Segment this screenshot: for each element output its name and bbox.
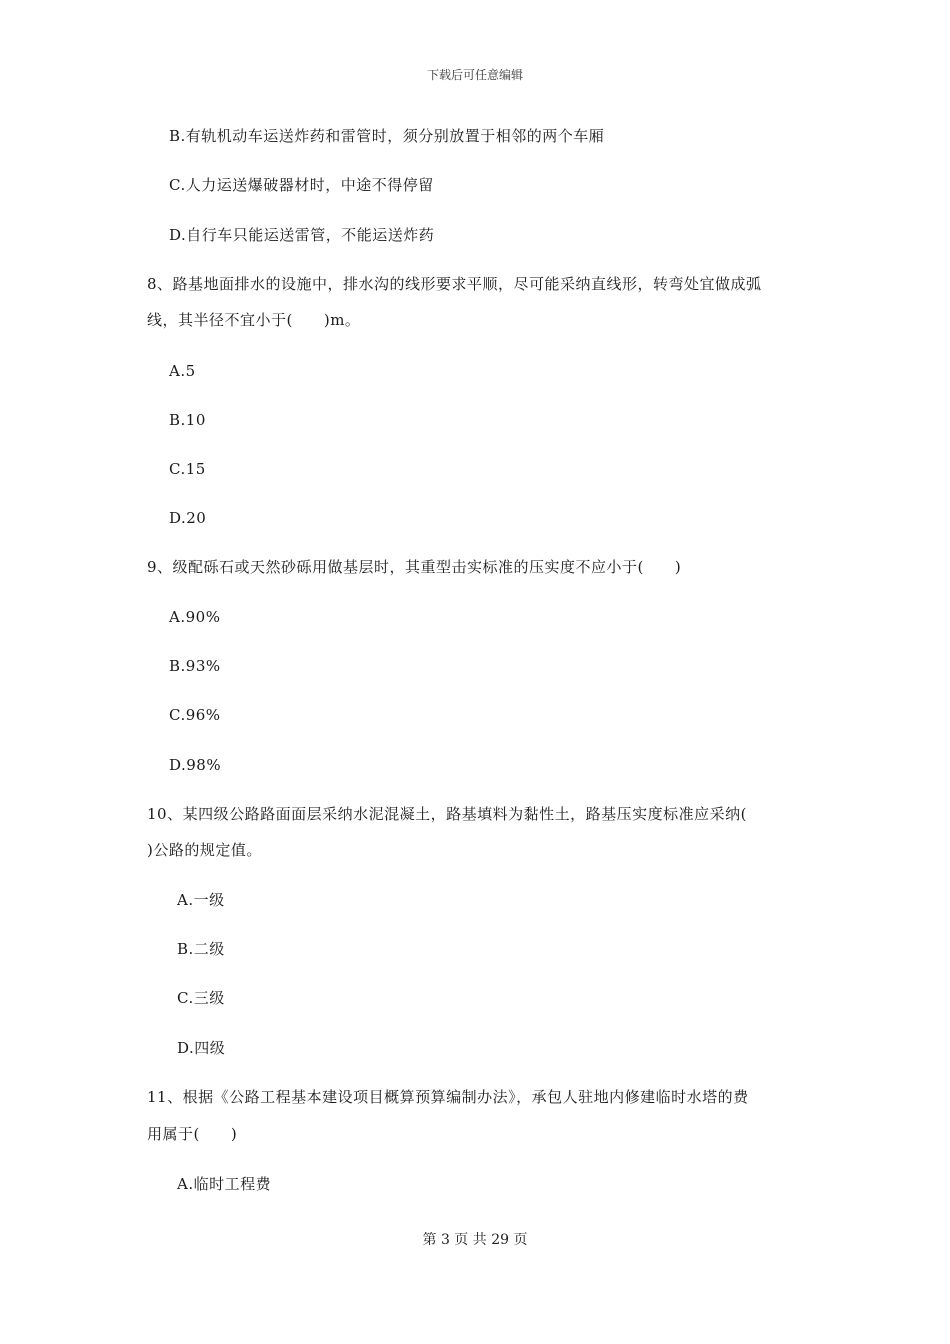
question-8: 8、路基地面排水的设施中，排水沟的线形要求平顺，尽可能采纳直线形，转弯处宜做成弧 bbox=[147, 275, 762, 293]
option-d-q10: D.四级 bbox=[177, 1039, 226, 1057]
option-b-q7: B.有轨机动车运送炸药和雷管时，须分别放置于相邻的两个车厢 bbox=[169, 127, 605, 145]
question-10-cont: )公路的规定值。 bbox=[147, 841, 262, 859]
option-a-q9: A.90% bbox=[169, 608, 221, 626]
option-a-q10: A.一级 bbox=[177, 891, 225, 909]
question-8-cont: 线，其半径不宜小于( )m。 bbox=[147, 311, 361, 329]
option-d-q9: D.98% bbox=[169, 756, 222, 774]
question-11-cont: 用属于( ) bbox=[147, 1125, 238, 1143]
option-a-q8: A.5 bbox=[169, 362, 196, 380]
option-c-q9: C.96% bbox=[169, 706, 221, 724]
option-d-q8: D.20 bbox=[169, 509, 207, 527]
option-b-q10: B.二级 bbox=[177, 940, 225, 958]
option-d-q7: D.自行车只能运送雷管，不能运送炸药 bbox=[169, 226, 435, 244]
option-c-q8: C.15 bbox=[169, 460, 206, 478]
question-11: 11、根据《公路工程基本建设项目概算预算编制办法》，承包人驻地内修建临时水塔的费 bbox=[147, 1088, 749, 1106]
option-c-q10: C.三级 bbox=[177, 989, 225, 1007]
question-9: 9、级配砾石或天然砂砾用做基层时，其重型击实标准的压实度不应小于( ) bbox=[147, 558, 682, 576]
page-header: 下载后可任意编辑 bbox=[426, 68, 523, 82]
option-b-q8: B.10 bbox=[169, 411, 206, 429]
option-c-q7: C.人力运送爆破器材时，中途不得停留 bbox=[169, 176, 434, 194]
question-10: 10、某四级公路路面面层采纳水泥混凝土，路基填料为黏性土，路基压实度标准应采纳( bbox=[147, 805, 747, 823]
option-b-q9: B.93% bbox=[169, 657, 221, 675]
option-a-q11: A.临时工程费 bbox=[177, 1175, 272, 1193]
page-footer: 第 3 页 共 29 页 bbox=[422, 1232, 528, 1248]
